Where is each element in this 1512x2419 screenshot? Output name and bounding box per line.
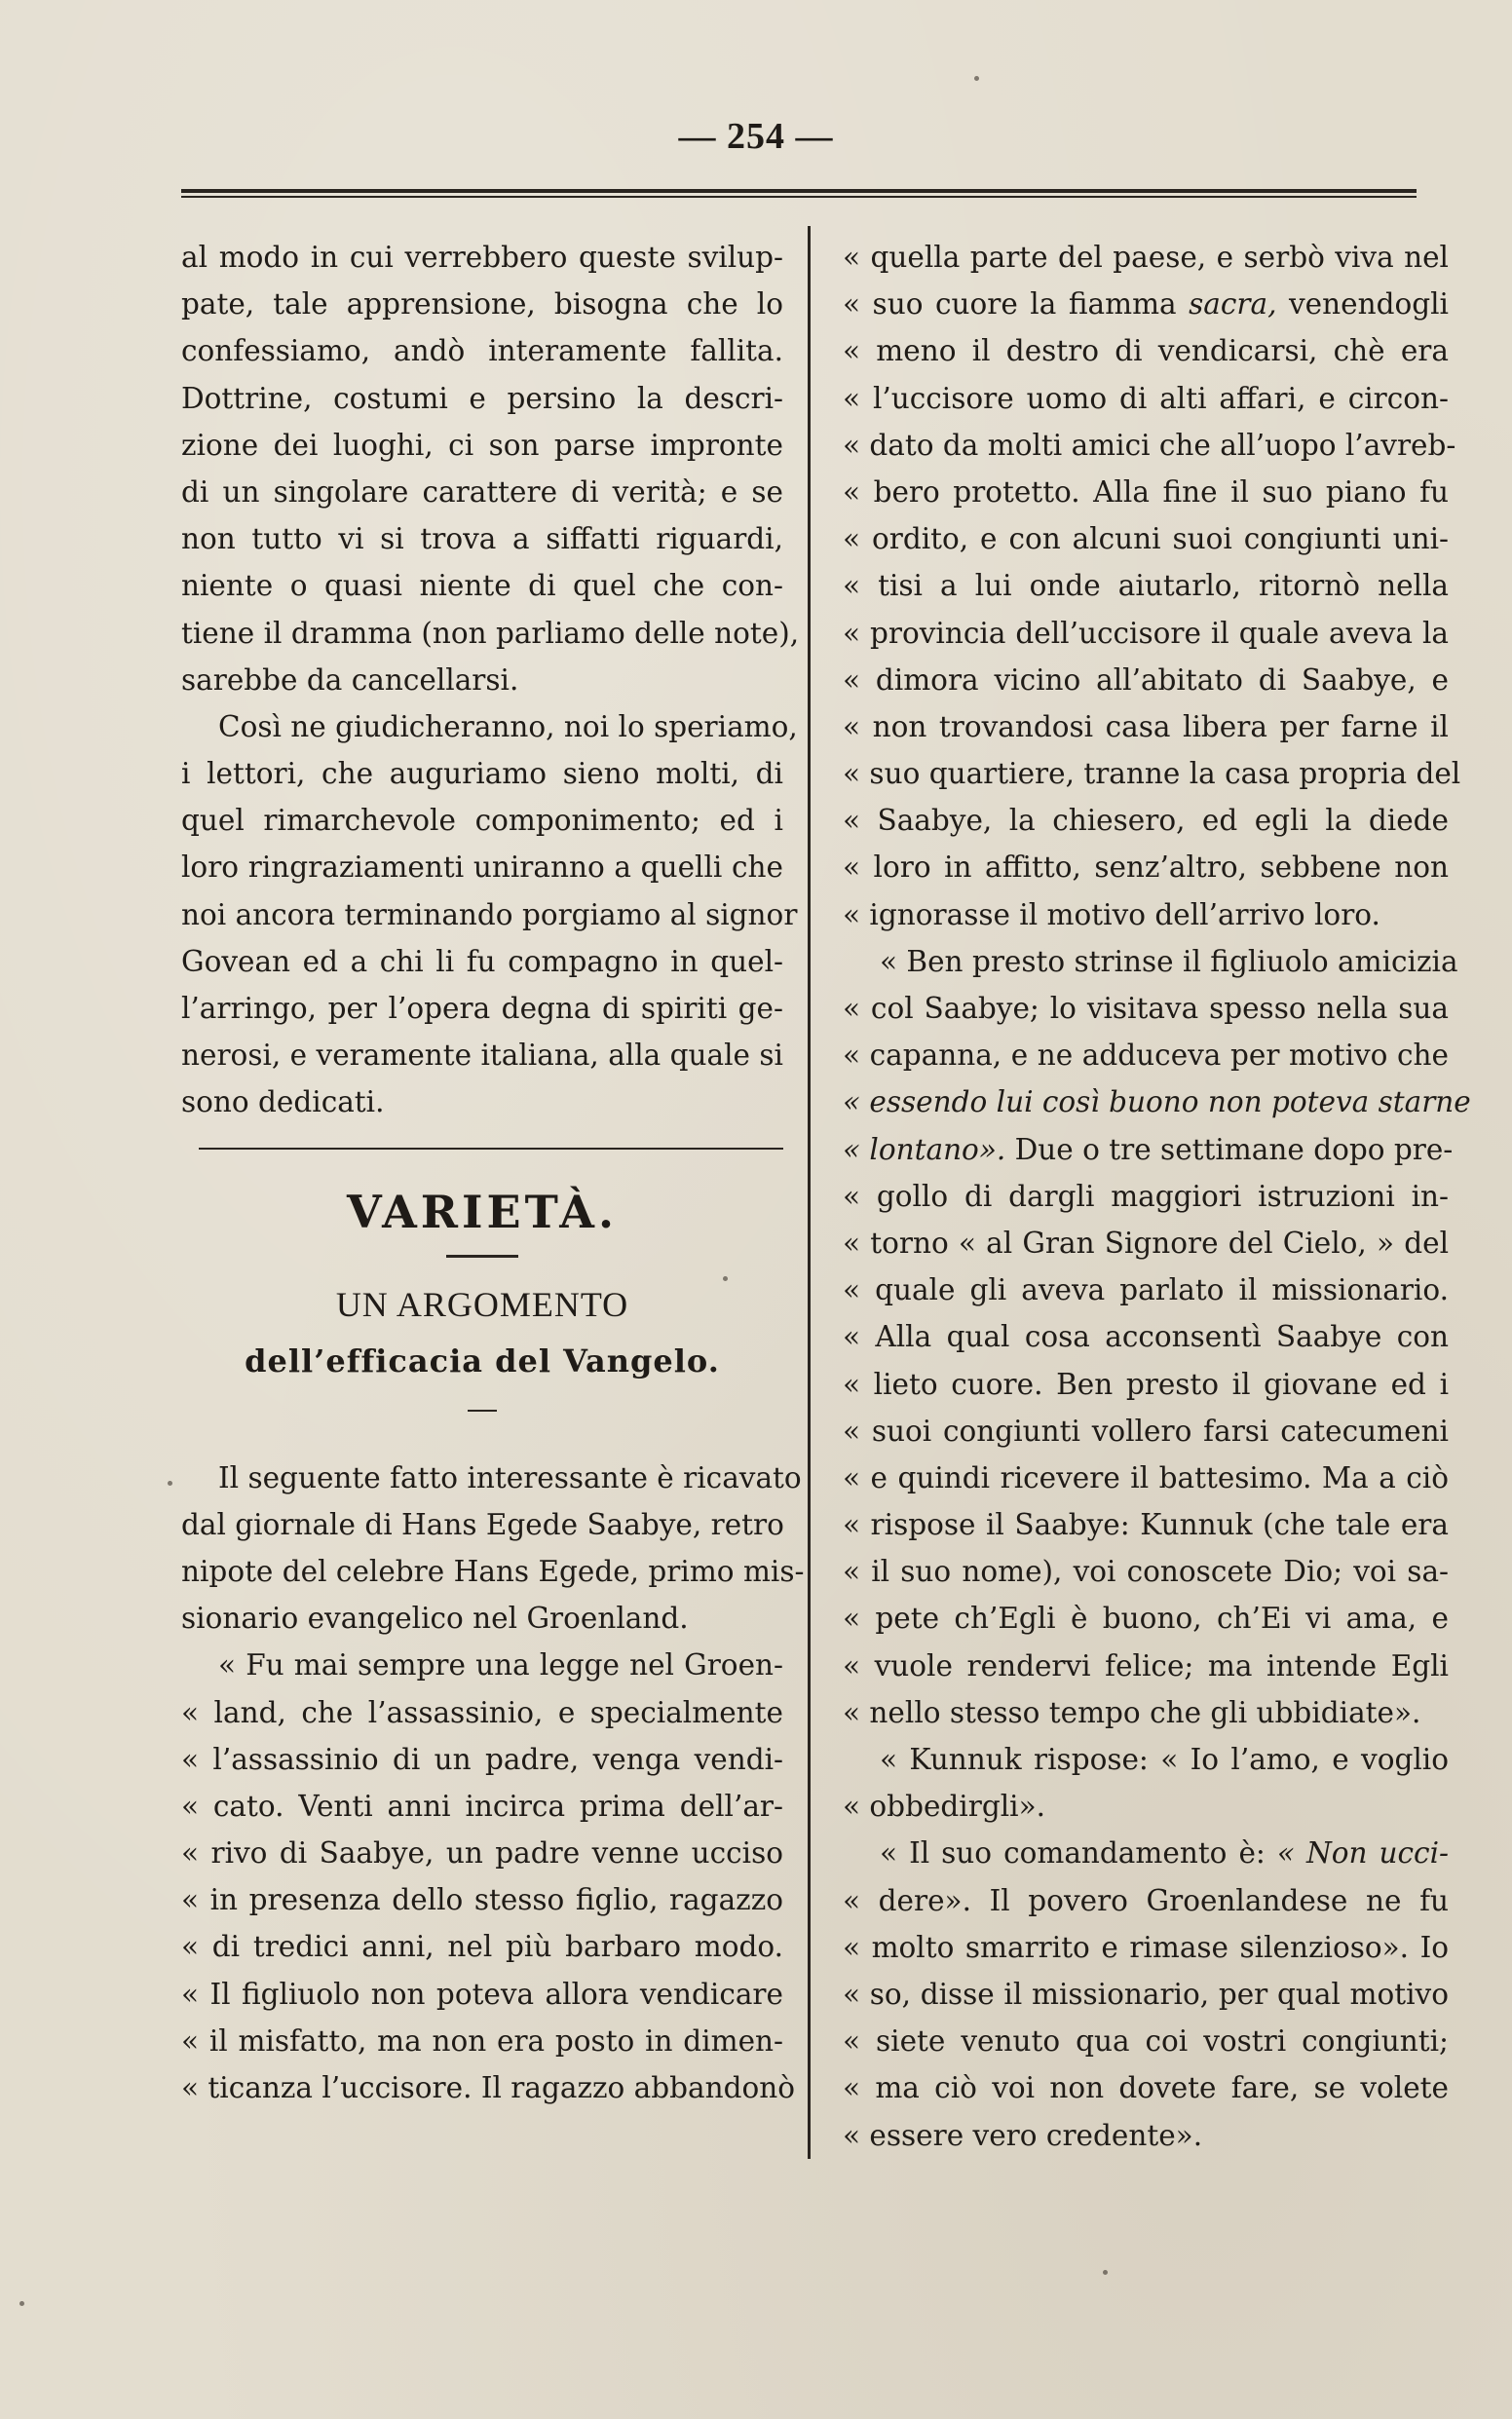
right-column xyxy=(843,234,1471,2159)
text-line xyxy=(843,281,1449,327)
article-subtitle: dell’efficacia del Vangelo. xyxy=(245,1342,720,1380)
text-line: non tutto vi si trova a siffatti riguardi, xyxy=(181,522,783,556)
paper-speck xyxy=(19,2301,24,2306)
text-line: « molto smarrito e rimase silenzioso». Io xyxy=(843,1930,1449,1964)
text-line: loro ringraziamenti uniranno a quelli che xyxy=(181,850,783,885)
paper-speck xyxy=(1103,2270,1108,2275)
text-line: i lettori, che auguriamo sieno molti, di xyxy=(181,757,783,791)
italic-word: sacra, xyxy=(1189,287,1277,321)
text-line: nipote del celebre Hans Egede, primo mis- xyxy=(181,1554,805,1588)
text-line: « Il figliuolo non poteva allora vendicare xyxy=(181,1977,783,2011)
text-line: « suoi congiunti vollero farsi catecumeni xyxy=(843,1414,1449,1448)
text-line: « il misfatto, ma non era posto in dimen- xyxy=(181,2023,783,2058)
text-line: « l’assassinio di un padre, venga vendi- xyxy=(181,1742,783,1776)
text-line xyxy=(843,1830,1449,1876)
text-line: sono dedicati. xyxy=(181,1085,385,1119)
page-number: — 254 — xyxy=(678,116,834,157)
text-line: « dere». Il povero Groenlandese ne fu xyxy=(843,1883,1449,1917)
text-line: « provincia dell’uccisore il quale aveva la xyxy=(843,616,1449,650)
text-line: niente o quasi niente di quel che con- xyxy=(181,569,783,603)
text-line: « rivo di Saabye, un padre venne ucciso xyxy=(181,1836,783,1871)
text-line: « Fu mai sempre una legge nel Groen- xyxy=(218,1648,783,1682)
article-title: UN ARGOMENTO xyxy=(335,1284,629,1324)
text-line: « ticanza l’uccisore. Il ragazzo abbandonò xyxy=(181,2071,796,2104)
text-line: confessiamo, andò interamente fallita. xyxy=(181,334,783,368)
text-line: « so, disse il missionario, per qual motivo xyxy=(843,1977,1449,2011)
section-separator xyxy=(181,1126,783,1173)
text-line: « obbedirgli». xyxy=(843,1790,1046,1824)
text-line: « suo quartiere, tranne la casa propria del xyxy=(843,757,1461,791)
text-line: « ignorasse il motivo dell’arrivo loro. xyxy=(843,897,1380,931)
text-line: « bero protetto. Alla fine il suo piano fu xyxy=(843,474,1449,509)
text-line: pate, tale apprensione, bisogna che lo xyxy=(181,287,783,321)
paper-speck xyxy=(168,1481,172,1486)
text-line: « quella parte del paese, e serbò viva nel xyxy=(843,241,1449,274)
text-line: « lieto cuore. Ben presto il giovane ed i xyxy=(843,1367,1449,1401)
text-line: noi ancora terminando porgiamo al signor xyxy=(181,897,798,931)
text-segment: Due o tre settimane dopo pre- xyxy=(1014,1132,1454,1166)
column-divider xyxy=(808,226,811,2159)
text-line: « essendo lui così buono non poteva starne xyxy=(843,1085,1471,1119)
text-line: « rispose il Saabye: Kunnuk (che tale era xyxy=(843,1508,1449,1542)
text-line: « Alla qual cosa acconsentì Saabye con xyxy=(843,1320,1449,1354)
text-line: nerosi, e veramente italiana, alla quale si xyxy=(181,1039,783,1073)
text-line: di un singolare carattere di verità; e se xyxy=(181,474,783,509)
text-line xyxy=(843,1126,1454,1173)
text-line: dal giornale di Hans Egede Saabye, retro xyxy=(181,1507,784,1541)
paper-speck xyxy=(974,76,979,81)
text-line: zione dei luoghi, ci son parse impronte xyxy=(181,428,783,462)
text-line: « il suo nome), voi conoscete Dio; voi sa- xyxy=(843,1555,1449,1589)
text-line: « siete venuto qua coi vostri congiunti; xyxy=(843,2024,1449,2059)
text-segment: « suo cuore la fiamma xyxy=(843,287,1177,321)
text-line: « quale gli aveva parlato il missionario. xyxy=(843,1273,1449,1307)
text-segment: « Il suo comandamento è: xyxy=(880,1836,1266,1871)
text-line: « dato da molti amici che all’uopo l’avreb- xyxy=(843,428,1456,462)
text-line: quel rimarchevole componimento; ed i xyxy=(181,804,783,838)
italic-segment: « lontano». xyxy=(843,1132,1006,1166)
text-line: « ordito, e con alcuni suoi congiunti uni- xyxy=(843,522,1449,556)
text-line: al modo in cui verrebbero queste svilup- xyxy=(181,241,783,274)
text-segment: « Non ucci- xyxy=(1276,1836,1449,1871)
header-rule xyxy=(181,189,1417,198)
text-line: l’arringo, per l’opera degna di spiriti ge- xyxy=(181,992,783,1025)
title-rule xyxy=(446,1255,518,1277)
text-line: « loro in affitto, senz’altro, sebbene non xyxy=(843,850,1449,885)
text-line: « dimora vicino all’abitato di Saabye, e xyxy=(843,662,1449,697)
text-line: « torno « al Gran Signore del Cielo, » del xyxy=(843,1226,1449,1260)
paper-speck xyxy=(723,1276,728,1281)
text-line: « pete ch’Egli è buono, ch’Ei vi ama, e xyxy=(843,1602,1449,1636)
text-line: « l’uccisore uomo di alti affari, e circon- xyxy=(843,381,1449,415)
text-line: « Saabye, la chiesero, ed egli la diede xyxy=(843,804,1449,838)
text-line: « non trovandosi casa libera per farne il xyxy=(843,709,1449,743)
text-line: « cato. Venti anni incirca prima dell’ar- xyxy=(181,1789,783,1823)
text-line: « land, che l’assassinio, e specialmente xyxy=(181,1695,783,1729)
left-column xyxy=(181,234,805,2111)
text-line: Dottrine, costumi e persino la descri- xyxy=(181,381,783,415)
text-line: « capanna, e ne adduceva per motivo che xyxy=(843,1039,1449,1073)
text-line: « vuole rendervi felice; ma intende Egli xyxy=(843,1648,1449,1682)
text-line: « di tredici anni, nel più barbaro modo. xyxy=(181,1930,783,1964)
text-line: « tisi a lui onde aiutarlo, ritornò nella xyxy=(843,569,1449,603)
text-line: tiene il dramma (non parliamo delle note), xyxy=(181,616,800,650)
text-line: « Ben presto strinse il figliuolo amicizia xyxy=(880,944,1458,978)
text-line: sionario evangelico nel Groenland. xyxy=(181,1602,689,1636)
text-line: « e quindi ricevere il battesimo. Ma a ciò xyxy=(843,1460,1449,1494)
text-line: Govean ed a chi li fu compagno in quel- xyxy=(181,944,783,978)
text-line: « in presenza dello stesso figlio, ragazzo xyxy=(181,1883,783,1917)
text-line: Il seguente fatto interessante è ricavato xyxy=(218,1460,802,1494)
section-title: VARIETÀ. xyxy=(346,1185,619,1238)
text-line: « ma ciò voi non dovete fare, se volete xyxy=(843,2071,1449,2105)
text-segment: venendogli xyxy=(1289,287,1449,321)
text-line: « Kunnuk rispose: « Io l’amo, e voglio xyxy=(880,1743,1449,1776)
text-line: « nello stesso tempo che gli ubbidiate». xyxy=(843,1695,1421,1729)
text-line: « essere vero credente». xyxy=(843,2118,1203,2152)
text-line: sarebbe da cancellarsi. xyxy=(181,662,519,697)
text-line: Così ne giudicheranno, noi lo speriamo, xyxy=(218,709,798,743)
subtitle-rule xyxy=(468,1410,497,1455)
text-line: « col Saabye; lo visitava spesso nella sua xyxy=(843,992,1449,1025)
text-line: « meno il destro di vendicarsi, chè era xyxy=(843,334,1449,368)
text-line: « gollo di dargli maggiori istruzioni in- xyxy=(843,1179,1449,1213)
separator-rule xyxy=(199,1148,783,1150)
